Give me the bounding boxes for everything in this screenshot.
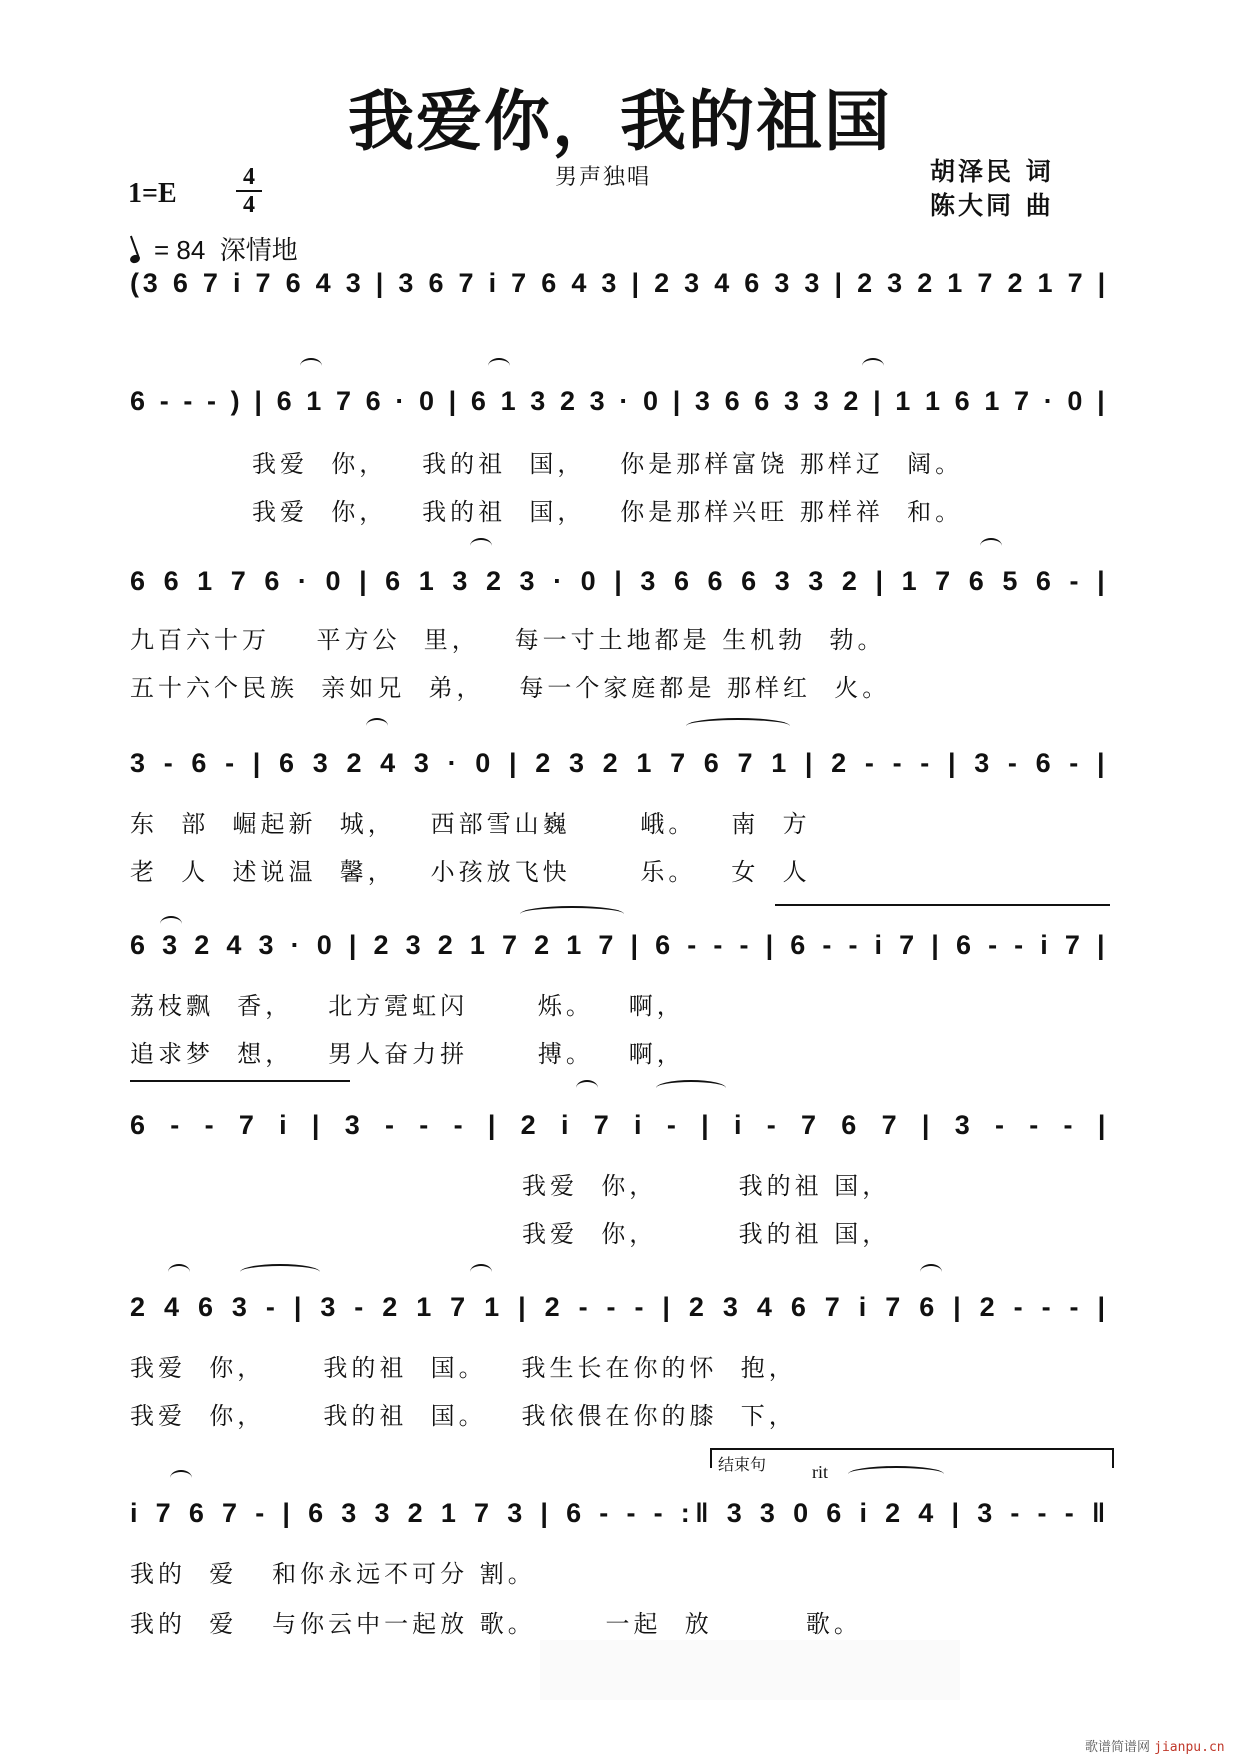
expression-marking: 深情地: [219, 235, 298, 265]
slur-mark: [170, 1470, 192, 1486]
score-line-2: [130, 386, 1110, 430]
notation-line-6: 6 - - 7 i | 3 - - - | 2 i 7 i - | i - 7 6 7 | 3 - - - |: [130, 1110, 1115, 1140]
slur-mark: [470, 538, 492, 554]
notation-line-2: 6 - - - ) | 6 1 7 6 · 0 | 6 1 3 2 3 · 0 | 3 6 6 3 3 2 | 1 1 6 1 7 · 0 |: [130, 386, 1109, 416]
notation-line-7: 2 4 6 3 - | 3 - 2 1 7 1 | 2 - - - | 2 3 4 6 7 i 7 6 | 2 - - - |: [130, 1292, 1111, 1322]
notation-line-1: (3 6 7 i 7 6 4 3 | 3 6 7 i 7 6 4 3 | 2 3 4 6 3 3 | 2 3 2 1 7 2 1 7 |: [130, 268, 1109, 298]
ending-bracket: [710, 1448, 1114, 1468]
song-title: 我爱你，我的祖国: [348, 83, 892, 160]
lyrics-line-7-verse-1: 我爱 你， 我的祖 国。 我生长在你的怀 抱，: [130, 1354, 797, 1382]
scan-artifact: [540, 1640, 960, 1700]
watermark-site: jianpu.cn: [1154, 1740, 1225, 1755]
score-line-6: [130, 1110, 1115, 1154]
lyrics-line-8-verse-1: 我的 爱 和你永远不可分 割。: [130, 1560, 536, 1588]
slur-mark: [980, 538, 1002, 554]
slur-mark: [168, 1264, 190, 1280]
lyrics-line-2-verse-2: 我爱 你， 我的祖 国， 你是那样兴旺 那样祥 和。: [252, 498, 964, 526]
ritardando-marking: rit: [812, 1462, 828, 1482]
time-signature: [236, 166, 262, 216]
composer-credit: 陈大同 曲: [930, 191, 1054, 220]
lyrics-line-2-verse-1: 我爱 你， 我的祖 国， 你是那样富饶 那样辽 阔。: [252, 450, 964, 478]
notation-line-3: 6 6 1 7 6 · 0 | 6 1 3 2 3 · 0 | 3 6 6 6 3 3 2 | 1 7 6 5 6 - |: [130, 566, 1111, 596]
score-line-7: [130, 1292, 1110, 1336]
lyrics-line-3-verse-1: 九百六十万 平方公 里， 每一寸土地都是 生机勃 勃。: [130, 626, 886, 654]
time-signature-bottom: 4: [243, 192, 255, 218]
lyrics-line-3-verse-2: 五十六个民族 亲如兄 弟， 每一个家庭都是 那样红 火。: [130, 674, 891, 702]
score-line-8: [130, 1498, 1110, 1542]
score-line-1: [130, 268, 1110, 312]
quarter-note-icon: [129, 254, 141, 265]
key-signature: 1=E: [128, 178, 177, 209]
lyrics-line-5-verse-2: 追求梦 想， 男人奋力拼 搏。 啊，: [130, 1040, 685, 1068]
slur-mark: [656, 1080, 726, 1096]
lyricist-credit: 胡泽民 词: [930, 157, 1054, 186]
notation-line-5: 6 3 2 4 3 · 0 | 2 3 2 1 7 2 1 7 | 6 - - - | 6 - - i 7 | 6 - - i 7 |: [130, 930, 1110, 960]
slur-mark: [488, 358, 510, 374]
slur-mark: [576, 1080, 598, 1096]
lyrics-line-4-verse-1: 东 部 崛起新 城， 西部雪山巍 峨。 南 方: [130, 810, 811, 838]
ending-label: 结束句: [718, 1455, 767, 1474]
lyrics-line-5-verse-1: 荔枝飘 香， 北方霓虹闪 烁。 啊，: [130, 992, 685, 1020]
performance-type: 男声独唱: [555, 165, 652, 190]
slur-mark: [470, 1264, 492, 1280]
slur-mark: [848, 1466, 944, 1482]
phrase-slur-line: [775, 904, 1110, 906]
slur-mark: [366, 718, 388, 734]
tempo-value: = 84: [154, 235, 206, 265]
tempo-marking: [130, 230, 298, 267]
slur-mark: [686, 718, 790, 734]
notation-line-8: i 7 6 7 - | 6 3 3 2 1 7 3 | 6 - - - :‖ 3 3 0 6 i 2 4 | 3 - - - ‖: [130, 1498, 1111, 1528]
slur-mark: [300, 358, 322, 374]
notation-line-4: 3 - 6 - | 6 3 2 4 3 · 0 | 2 3 2 1 7 6 7 1 | 2 - - - | 3 - 6 - |: [130, 748, 1111, 778]
watermark-cn: 歌谱简谱网: [1085, 1740, 1151, 1755]
lyrics-line-6-verse-2: 我爱 你， 我的祖 国，: [522, 1220, 891, 1248]
time-signature-top: 4: [243, 164, 255, 190]
score-line-4: [130, 748, 1110, 792]
slur-mark: [520, 906, 624, 922]
lyrics-line-6-verse-1: 我爱 你， 我的祖 国，: [522, 1172, 891, 1200]
score-line-5: [130, 930, 1110, 974]
slur-mark: [240, 1264, 320, 1280]
lyrics-line-4-verse-2: 老 人 述说温 馨， 小孩放飞快 乐。 女 人: [130, 858, 811, 886]
lyrics-line-8-verse-2: 我的 爱 与你云中一起放 歌。 一起 放 歌。: [130, 1610, 862, 1638]
phrase-slur-line: [130, 1080, 350, 1082]
slur-mark: [862, 358, 884, 374]
score-line-3: [130, 566, 1110, 610]
site-watermark: [1085, 1736, 1225, 1755]
slur-mark: [920, 1264, 942, 1280]
lyrics-line-7-verse-2: 我爱 你， 我的祖 国。 我依偎在你的膝 下，: [130, 1402, 797, 1430]
